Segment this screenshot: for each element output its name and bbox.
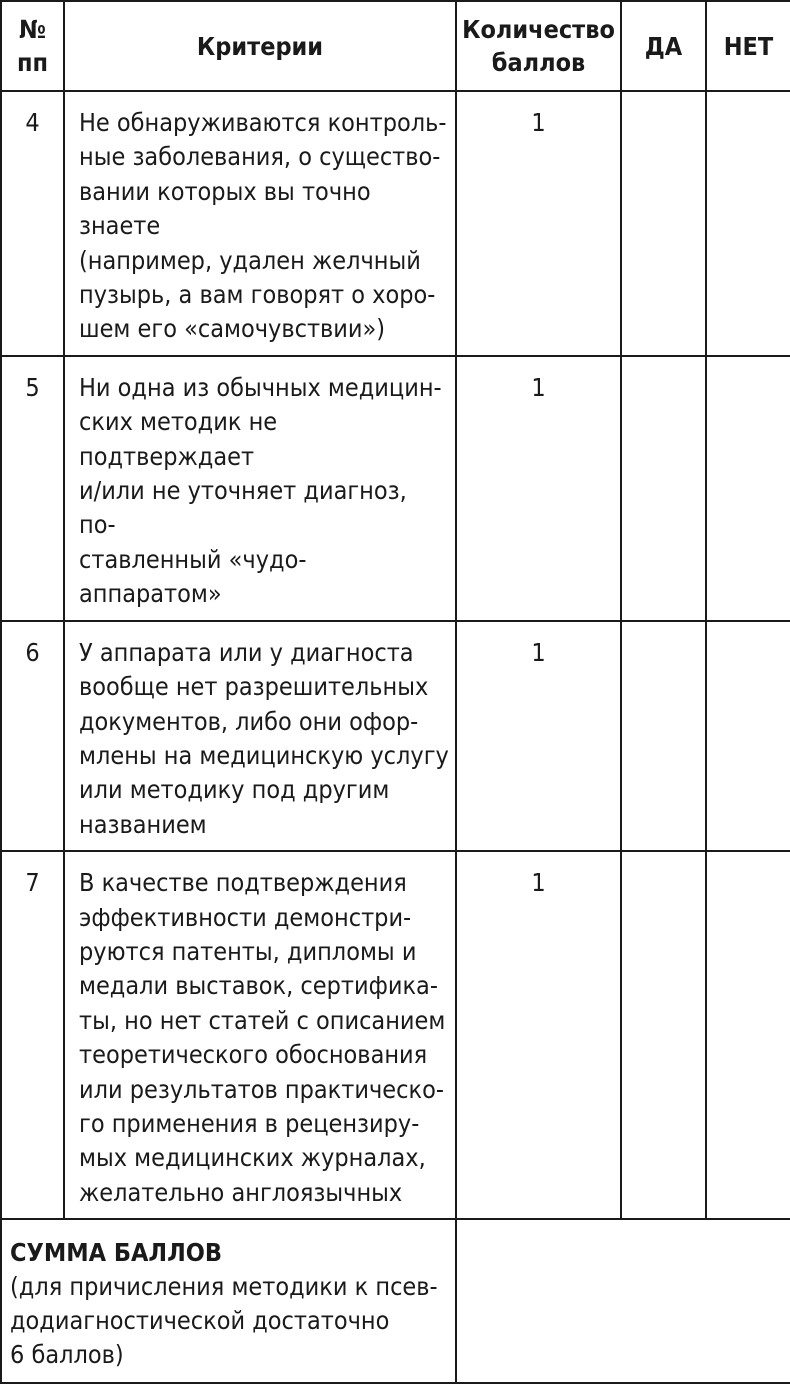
table-row [1, 91, 790, 356]
row-criteria: Ни одна из обычных медицин- ских методик не подтверждает и/или не уточняет диагноз, по- ставленный «чудо-аппаратом» [64, 356, 456, 621]
sum-note: (для причисления методики к псев- додиагностической достаточно 6 баллов) [10, 1272, 438, 1370]
row-points: 1 [456, 851, 621, 1219]
row-yes-cell[interactable] [621, 356, 706, 621]
table-row [1, 356, 790, 621]
row-number: 4 [1, 91, 64, 356]
row-number: 6 [1, 621, 64, 851]
row-points: 1 [456, 356, 621, 621]
row-criteria: В качестве подтверждения эффективности демонстри- руются патенты, дипломы и медали выставок, сертифика- ты, но нет статей с описанием теоретического обоснования или результатов практическо- го применения в рецензиру- мых медицинских журналах, желательно англоязычных [64, 851, 456, 1219]
row-points: 1 [456, 91, 621, 356]
row-yes-cell[interactable] [621, 91, 706, 356]
table-row [1, 851, 790, 1219]
row-points: 1 [456, 621, 621, 851]
header-points: Количество баллов [456, 1, 621, 91]
header-row [1, 1, 790, 91]
header-yes: ДА [621, 1, 706, 91]
row-yes-cell[interactable] [621, 621, 706, 851]
table-row [1, 621, 790, 851]
sum-label-cell [1, 1219, 456, 1383]
row-yes-cell[interactable] [621, 851, 706, 1219]
row-number: 7 [1, 851, 64, 1219]
row-number: 5 [1, 356, 64, 621]
header-criteria: Критерии [64, 1, 456, 91]
sum-value-cell[interactable] [456, 1219, 790, 1383]
row-criteria: У аппарата или у диагноста вообще нет разрешительных документов, либо они офор- млены на медицинскую услугу или методику под другим названием [64, 621, 456, 851]
row-no-cell[interactable] [706, 851, 790, 1219]
header-num: № пп [1, 1, 64, 91]
row-criteria: Не обнаруживаются контроль- ные заболевания, о существо- вании которых вы точно знаете (например, удален желчный пузырь, а вам говорят о хоро- шем его «самочувствии») [64, 91, 456, 356]
sum-title: СУММА БАЛЛОВ [10, 1238, 223, 1268]
header-no: НЕТ [706, 1, 790, 91]
row-no-cell[interactable] [706, 356, 790, 621]
row-no-cell[interactable] [706, 621, 790, 851]
row-no-cell[interactable] [706, 91, 790, 356]
sum-row [1, 1219, 790, 1383]
